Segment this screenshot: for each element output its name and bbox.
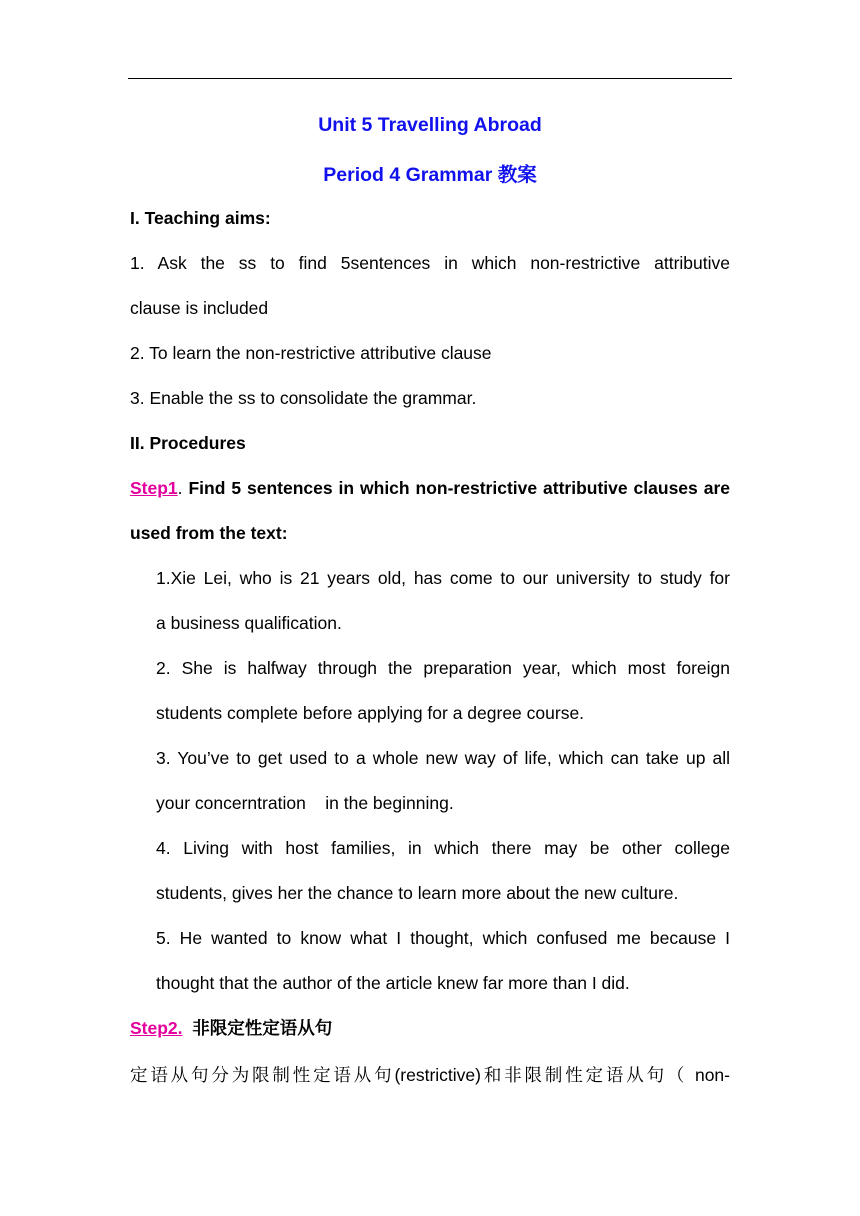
step2-label: Step2. [130,1018,183,1038]
sentence-4-line-1: 4. Living with host families, in which there may be other college [156,838,730,858]
aim-item-3: 3. Enable the ss to consolidate the grammar. [130,388,477,408]
sentence-4-line-2: students, gives her the chance to learn more about the new culture. [156,883,679,903]
aim-item-1-line-2: clause is included [130,298,269,318]
paragraph-line-1: 定语从句分为限制性定语从句(restrictive)和非限制性定语从句（ non- [130,1065,730,1085]
step1-dot: . [177,478,183,498]
sentence-3-line-2: your concerntration in the beginning. [156,793,454,813]
sentence-3-line-1: 3. You’ve to get used to a whole new way of life, which can take up all [156,748,730,768]
step1-text: Find 5 sentences in which non-restrictive attributive clauses are [188,478,730,498]
sentence-1-line-1: 1.Xie Lei, who is 21 years old, has come to our university to study for [156,568,730,588]
document-subtitle: Period 4 Grammar 教案 [323,164,537,186]
procedures-heading: II. Procedures [130,433,246,453]
sentence-1-line-2: a business qualification. [156,613,342,633]
step1-line-2: used from the text: [130,523,288,543]
aim-item-1-line-1: 1. Ask the ss to find 5sentences in which non-restrictive attributive [130,253,730,273]
document-title: Unit 5 Travelling Abroad [318,114,542,136]
aim-item-2: 2. To learn the non-restrictive attributive clause [130,343,492,363]
sentence-2-line-1: 2. She is halfway through the preparation year, which most foreign [156,658,730,678]
step2-text: 非限定性定语从句 [192,1018,333,1038]
header-rule [128,78,732,79]
step1-line-1 [130,476,730,500]
step1-label: Step1 [130,478,178,498]
sentence-5-line-1: 5. He wanted to know what I thought, which confused me because I [156,928,730,948]
sentence-2-line-2: students complete before applying for a degree course. [156,703,585,723]
sentence-5-line-2: thought that the author of the article knew far more than I did. [156,973,630,993]
step2-line [130,1016,730,1040]
aims-heading: I. Teaching aims: [130,208,271,228]
